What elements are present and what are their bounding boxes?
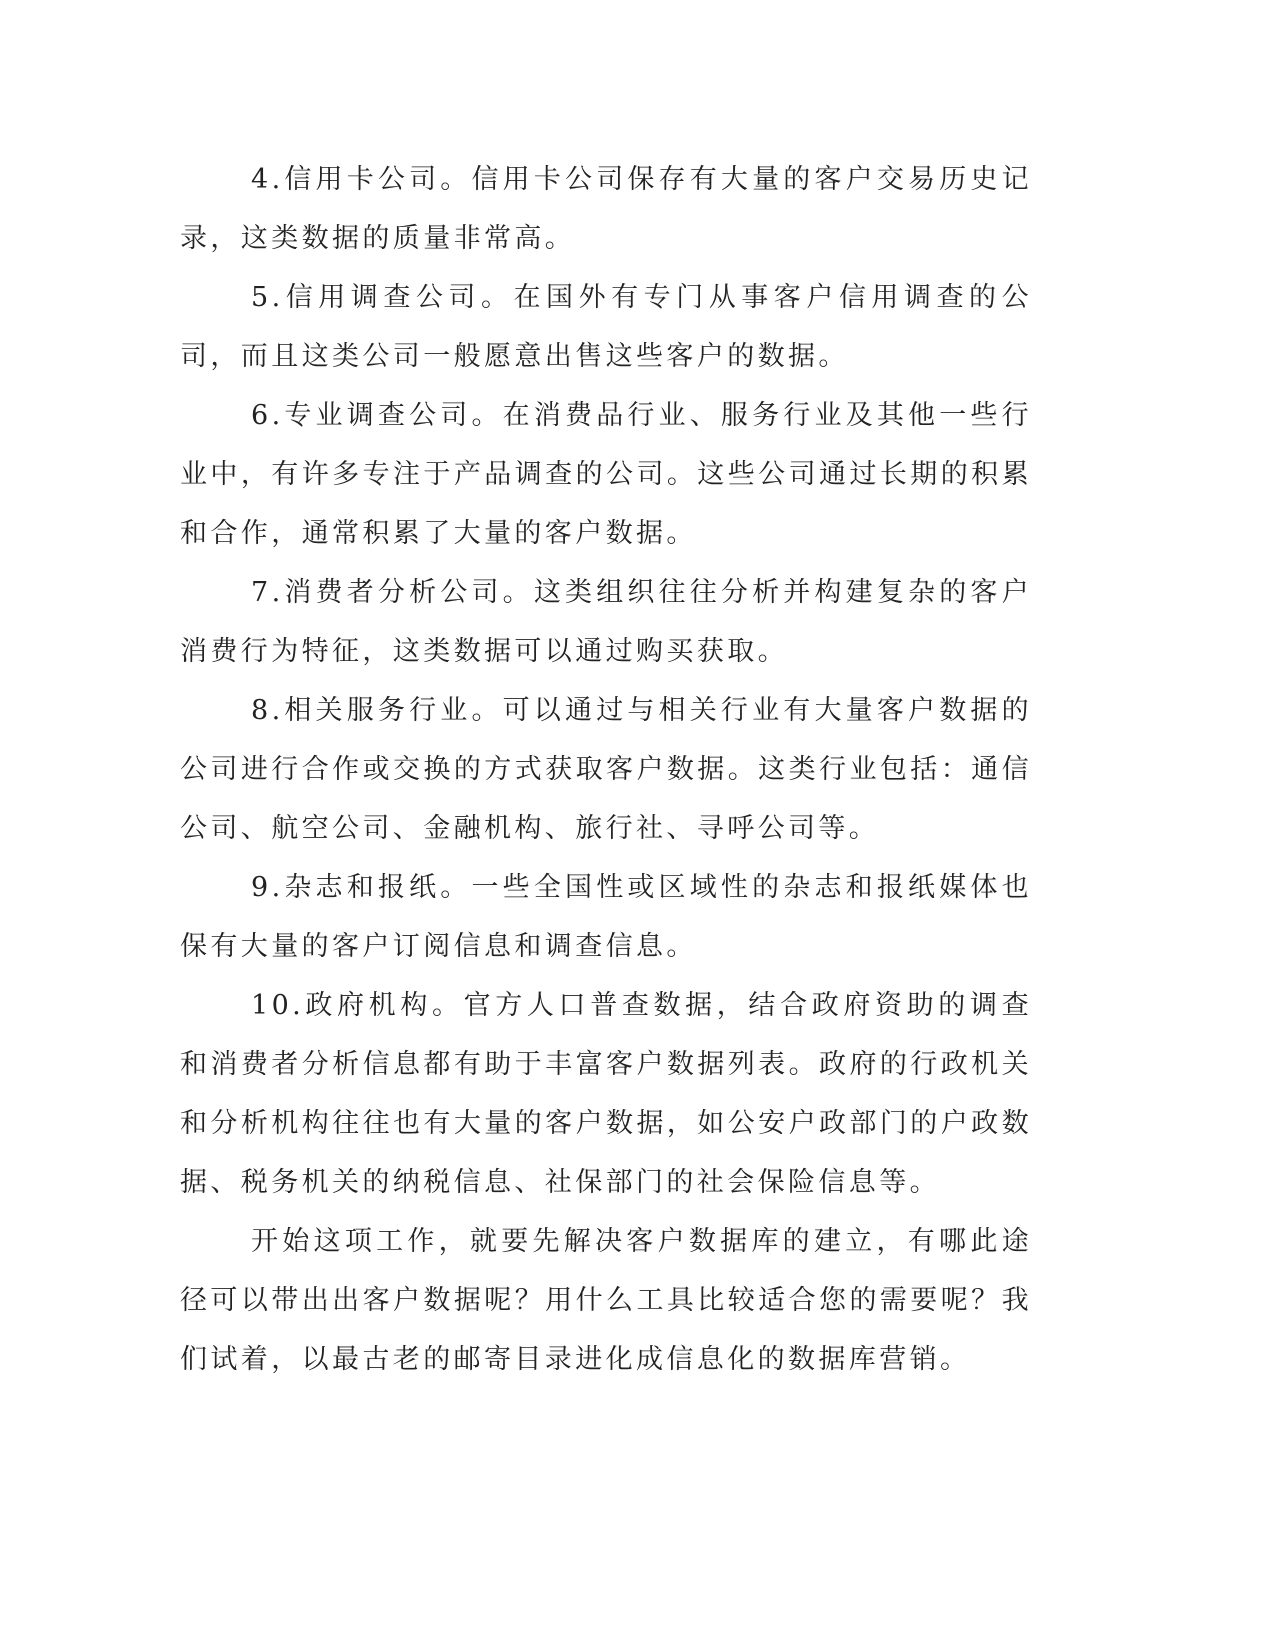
paragraph-magazines-newspapers: 9.杂志和报纸。一些全国性或区域性的杂志和报纸媒体也保有大量的客户订阅信息和调查信息。 (180, 872, 1032, 962)
paragraph-government-agencies: 10.政府机构。官方人口普查数据，结合政府资助的调查和消费者分析信息都有助于丰富客户数据列表。政府的行政机关和分析机构往往也有大量的客户数据，如公安户政部门的户政数据、税务机关的纳税信息、社保部门的社会保险信息等。 (180, 990, 1032, 1198)
document-body (180, 150, 1032, 1389)
paragraph-credit-card-companies: 4.信用卡公司。信用卡公司保存有大量的客户交易历史记录，这类数据的质量非常高。 (180, 164, 1032, 254)
paragraph-conclusion: 开始这项工作，就要先解决客户数据库的建立，有哪此途径可以带出出客户数据呢？用什么工具比较适合您的需要呢？我们试着，以最古老的邮寄目录进化成信息化的数据库营销。 (180, 1226, 1032, 1375)
paragraph-credit-investigation-companies: 5.信用调查公司。在国外有专门从事客户信用调查的公司，而且这类公司一般愿意出售这些客户的数据。 (180, 282, 1032, 372)
paragraph-professional-survey-companies: 6.专业调查公司。在消费品行业、服务行业及其他一些行业中，有许多专注于产品调查的公司。这些公司通过长期的积累和合作，通常积累了大量的客户数据。 (180, 400, 1032, 549)
paragraph-related-service-industries: 8.相关服务行业。可以通过与相关行业有大量客户数据的公司进行合作或交换的方式获取客户数据。这类行业包括：通信公司、航空公司、金融机构、旅行社、寻呼公司等。 (180, 695, 1032, 844)
paragraph-consumer-analysis-companies: 7.消费者分析公司。这类组织往往分析并构建复杂的客户消费行为特征，这类数据可以通过购买获取。 (180, 577, 1032, 667)
